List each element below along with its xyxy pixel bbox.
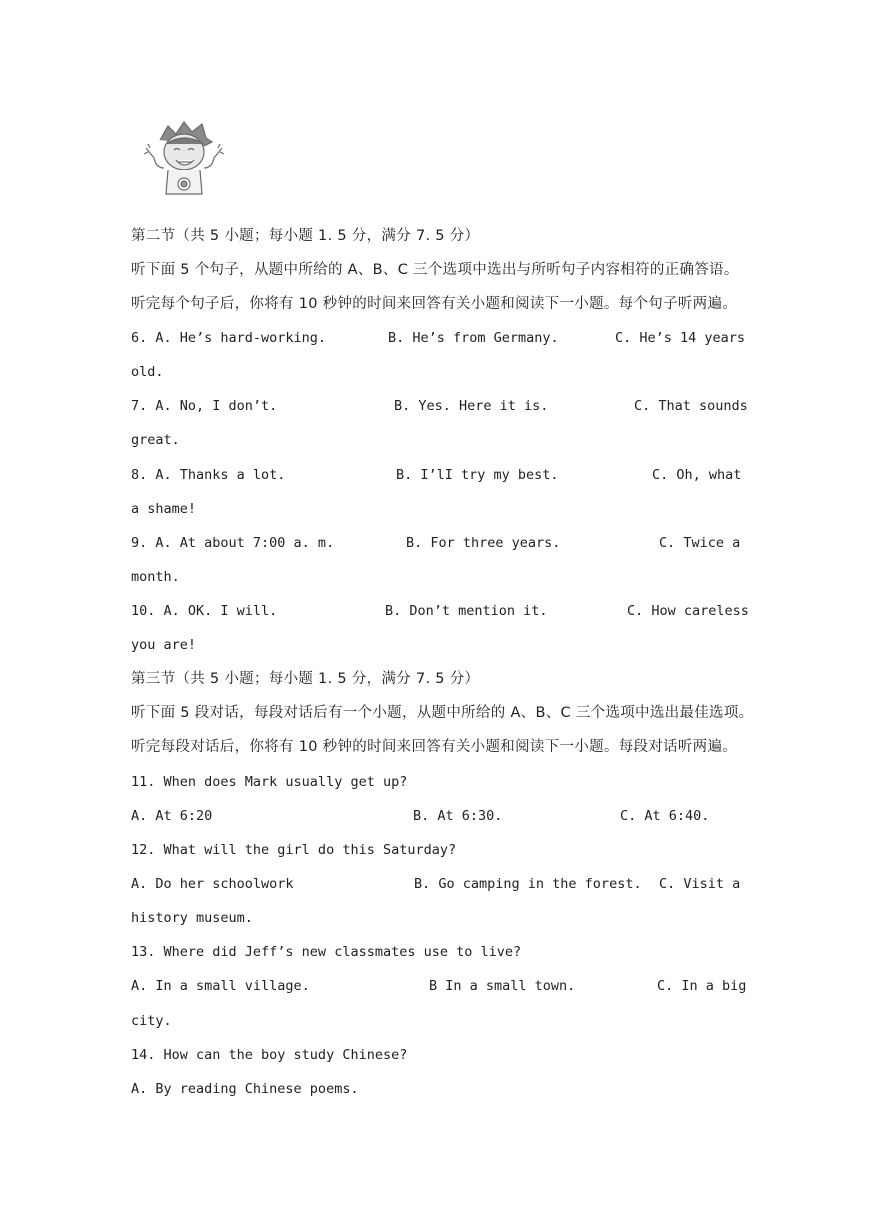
q6-option-c: C. He’s 14 years — [615, 330, 746, 346]
q10-option-b: B. Don’t mention it. — [385, 603, 548, 619]
q12-option-c: C. Visit a — [659, 876, 741, 892]
q11-option-b: B. At 6:30. — [413, 808, 503, 824]
q7-option-a: 7. A. No, I don’t. — [131, 398, 278, 414]
q8-option-a: 8. A. Thanks a lot. — [131, 467, 286, 483]
section-3-instruction-2: 听完每段对话后，你将有 10 秒钟的时间来回答有关小题和阅读下一小题。每段对话听两遍。 — [131, 739, 738, 755]
question-10-options — [131, 602, 749, 620]
q9-option-c: C. Twice a — [659, 535, 741, 551]
question-7-options — [131, 397, 748, 415]
cartoon-boy-illustration — [140, 118, 226, 204]
section-2-header: 第二节（共 5 小题；每小题 1. 5 分，满分 7. 5 分） — [131, 228, 480, 244]
question-12-options — [131, 875, 741, 893]
question-11-options — [131, 807, 710, 825]
section-3-instruction-1: 听下面 5 段对话，每段对话后有一个小题，从题中所给的 A、B、C 三个选项中选出最佳选项。 — [131, 705, 754, 721]
q7-option-c: C. That sounds — [634, 398, 748, 414]
question-6-options — [131, 329, 746, 347]
question-11-text: 11. When does Mark usually get up? — [131, 774, 408, 790]
q6-option-b: B. He’s from Germany. — [388, 330, 559, 346]
q8-option-c: C. Oh, what — [652, 467, 742, 483]
q8-option-b: B. I’lI try my best. — [396, 467, 559, 483]
q10-continuation: you are! — [131, 637, 197, 653]
q11-option-a: A. At 6:20 — [131, 808, 213, 824]
q6-option-a: 6. A. He’s hard-working. — [131, 330, 327, 346]
q7-continuation: great. — [131, 432, 180, 448]
q10-option-c: C. How careless — [627, 603, 749, 619]
q8-continuation: a shame! — [131, 501, 197, 517]
q13-option-b: B In a small town. — [429, 978, 576, 994]
q9-option-a: 9. A. At about 7:00 a. m. — [131, 535, 335, 551]
section-3-header: 第三节（共 5 小题；每小题 1. 5 分，满分 7. 5 分） — [131, 671, 480, 687]
question-13-options — [131, 977, 747, 995]
q12-option-a: A. Do her schoolwork — [131, 876, 294, 892]
q11-option-c: C. At 6:40. — [620, 808, 710, 824]
q13-option-a: A. In a small village. — [131, 978, 310, 994]
section-2-instruction-1: 听下面 5 个句子，从题中所给的 A、B、C 三个选项中选出与所听句子内容相符的正确答语。 — [131, 262, 739, 278]
q9-option-b: B. For three years. — [406, 535, 561, 551]
q6-continuation: old. — [131, 364, 164, 380]
section-2-instruction-2: 听完每个句子后，你将有 10 秒钟的时间来回答有关小题和阅读下一小题。每个句子听两遍。 — [131, 296, 738, 312]
q9-continuation: month. — [131, 569, 180, 585]
q10-option-a: 10. A. OK. I will. — [131, 603, 278, 619]
q12-option-b: B. Go camping in the forest. — [414, 876, 642, 892]
q7-option-b: B. Yes. Here it is. — [394, 398, 549, 414]
q13-continuation: city. — [131, 1013, 172, 1029]
question-13-text: 13. Where did Jeff’s new classmates use to live? — [131, 944, 522, 960]
question-12-text: 12. What will the girl do this Saturday? — [131, 842, 457, 858]
question-9-options — [131, 534, 741, 552]
q13-option-c: C. In a big — [657, 978, 747, 994]
q12-continuation: history museum. — [131, 910, 253, 926]
question-14-option-a: A. By reading Chinese poems. — [131, 1081, 359, 1097]
question-14-text: 14. How can the boy study Chinese? — [131, 1047, 408, 1063]
question-8-options — [131, 466, 742, 484]
